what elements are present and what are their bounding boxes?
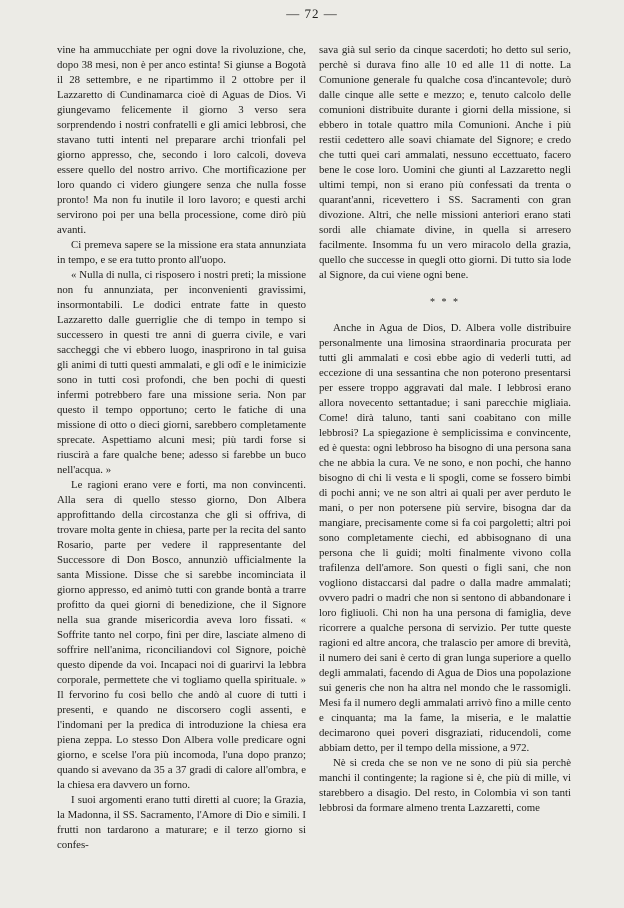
- paragraph: Ci premeva sapere se la missione era stata annunziata in tempo, e se era tutto pronto all'uopo.: [57, 239, 306, 266]
- paragraph: sava già sul serio da cinque sacerdoti; ho detto sul serio, perchè si durava fino alle 10 ed alle 11 di notte. La Comunione generale fu qualche cosa d'incantevole; durò dalle cinque alle sette e mezzo; e, tenuto calcolo delle comunioni distribuite durante i giorni della missione, si ebbero in totale quattro mila Comunioni. Anche i più restii cedettero alle soavi chiamate del Signore; e credo che tutti quei cari ammalati, nessuno eccettuato, facero bene le cose loro. Uomini che giunti al Lazzaretto negli ultimi tempi, non si erano più confessati da trenta o quarant'anni, ricevettero i SS. Sacramenti con gran divozione. Altri, che nelle missioni anteriori erano stati sordi alle chiamate divine, in quella si arresero facilmente. Insomma fu un vero miracolo della grazia, quello che successe in quegli otto giorni. Di tutto sia lode al Signore, da cui viene ogni bene.: [319, 44, 571, 281]
- right-column: [319, 43, 571, 816]
- paragraph: vine ha ammucchiate per ogni dove la rivoluzione, che, dopo 38 mesi, non è per anco estinta! Si giunse a Bogotà il 28 settembre, e ne ripartimmo il 2 ottobre per il Lazzaretto di Cundinamarca cioè di Aguas de Dios. Vi giungevamo felicemente il giorno 3 verso sera sorprendendo i nostri confratelli e gli amici lebbrosi, che stavano tutti intenti nel preparare archi trionfali pel giorno appresso, che, secondo i loro calcoli, doveva essere quello del nostro arrivo. Che mortificazione per loro quando ci videro giungere senza che nulla fosse pronto! Ma non fu inutile il loro lavoro; e questi archi servirono poi per una bella processione, come dirò più avanti.: [57, 44, 306, 236]
- left-column: [57, 43, 306, 853]
- section-separator: * * *: [430, 297, 460, 308]
- paragraph: Nè si creda che se non ve ne sono di più sia perchè manchi il contingente; la ragione si è, che più di mille, vi starebbero a disagio. Del resto, in Colombia vi son tanti lebbrosi da formare almeno trenta Lazzaretti, come: [319, 757, 571, 814]
- paragraph: « Nulla di nulla, ci risposero i nostri preti; la missione non fu annunziata, per inconvenienti gravissimi, insormontabili. Le dodici entrate fatte in questo Lazzaretto dalle guerriglie che di tempo in tempo si successero in questi tre anni di guerra civile, e vari saccheggi che vi ebbero luogo, inasprirono in tal guisa gli animi di tutti questi ammalati, e gli odî e le inimicizie sono in tutti così profondi, che ben pochi di questi infermi potrebbero fare una missione seria. Non par questo il tempo opportuno; certo le fatiche di una missione di otto o dieci giorni, sarebbero completamente sprecate. Aspettiamo alcuni mesi; più tardi forse si riuscirà a fare qualche bene; adesso si farebbe un buco nell'acqua. »: [57, 269, 306, 476]
- paragraph: Anche in Agua de Dios, D. Albera volle distribuire personalmente una limosina straordinaria procurata per tutti gli ammalati e così ebbe agio di vederli tutti, ad eccezione di una sessantina che non poterono presentarsi per essere troppo aggravati dal male. I lebbrosi erano allora novecento settantadue; i sani parecchie migliaia. Come! dirà taluno, tanti sani coabitano con mille lebbrosi? La spiegazione è semplicissima e convincente, ed è questa: ogni lebbroso ha bisogno di una persona sana che ne abbia la cura. Ve ne sono, e non pochi, che hanno bisogno di chi li vesta e li spogli, come se fossero bimbi di pochi anni; ve ne son altri ai quali per aver perduto le mani, o per non potersene più servire, bisogna dar da mangiare, precisamente come si fa coi pargoletti; altri poi sono completamente ciechi, ed abbisognano di una persona che li guidi; molti finalmente vivono colla trafilenza dell'amore. Son questi o figli sani, che non vogliono distaccarsi dal padre o dalla madre ammalati; ovvero padri o madri che non si sentono di abbandonare i loro figliuoli. Chi non ha una persona di famiglia, deve ricorrere a qualche persona di servizio. Per tutte queste ragioni ed altre ancora, che tralascio per amore di brevità, il numero dei sani è certo di gran lunga superiore a quello degli ammalati, facendo di Agua de Dios una popolazione sui generis che non ha altra nel mondo che le rassomigli. Mesi fa il numero degli ammalati arrivò fino a mille cento e cinquanta; ma la fame, la miseria, e le malattie decimarono quei poveri disgraziati, riducendoli, come abbiam detto, per il tempo della missione, a 972.: [319, 322, 571, 754]
- page-number: — 72 —: [286, 6, 338, 21]
- paragraph: I suoi argomenti erano tutti diretti al cuore; la Grazia, la Madonna, il SS. Sacramento, l'Amore di Dio e simili. I frutti non tardarono a maturare; e il terzo giorno si confes-: [57, 794, 306, 851]
- paragraph: Le ragioni erano vere e forti, ma non convincenti. Alla sera di quello stesso giorno, Don Albera approfittando della circostanza che gli si offriva, di trovare molta gente in chiesa, parte per la recita del santo Rosario, parte per vedere il rappresentante del Successore di Don Bosco, annunziò ufficialmente la santa Missione. Disse che si sarebbe incominciata il giorno appresso, ed animò tutti con grande bontà a trarre profitto da quei giorni di benedizione, che il Signore nella sua grande misericordia aveva loro fissati. « Soffrite tanto nel corpo, finì per dire, lasciate almeno di soffrire nell'anima, riconciliandovi col Signore, poichè questo dipende da voi. Incapaci noi di guarirvi la lebbra corporale, permettete che vi togliamo quella spirituale. » Il fervorino fu così bello che andò al cuore di tutti i presenti, e quando ne discorsero cogli assenti, e l'indomani per la predica di introduzione la chiesa era piena zeppa. Lo stesso Don Albera volle predicare ogni giorno, e scelse l'ora più incomoda, l'una dopo pranzo; quando si avevano da 35 a 37 gradi di calore all'ombra, e la chiesa era davvero un forno.: [57, 479, 306, 791]
